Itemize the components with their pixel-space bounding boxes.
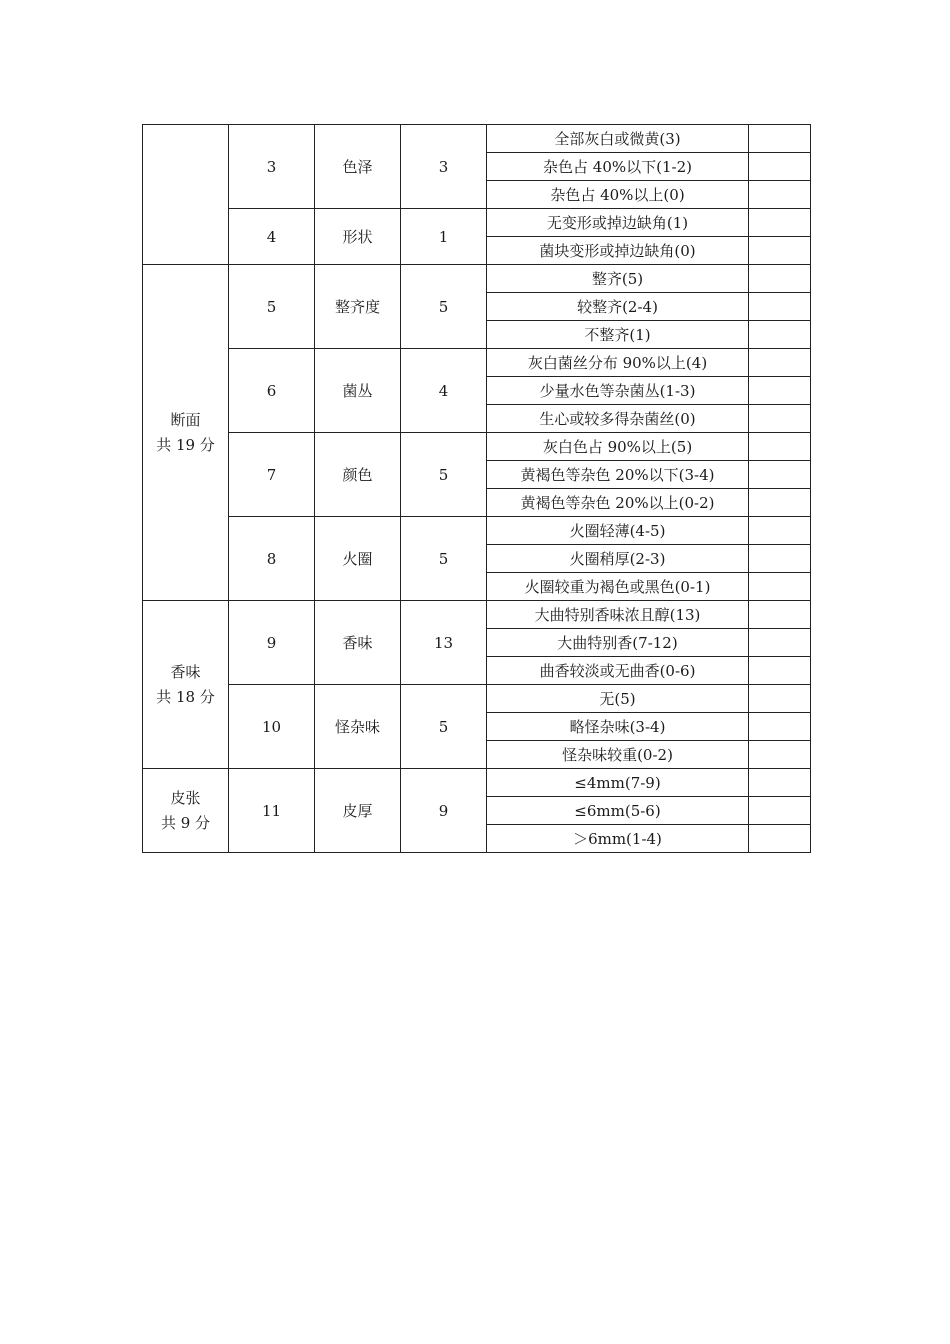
blank-score-cell[interactable] xyxy=(749,405,811,433)
category-total: 共 19 分 xyxy=(156,435,215,454)
item-name-cell: 皮厚 xyxy=(315,769,401,853)
item-name-cell: 菌丛 xyxy=(315,349,401,433)
table-row xyxy=(143,125,811,153)
item-score-cell: 5 xyxy=(401,265,487,349)
item-number-cell: 7 xyxy=(229,433,315,517)
criterion-cell: 菌块变形或掉边缺角(0) xyxy=(487,237,749,265)
scoring-table xyxy=(142,124,811,853)
table-row xyxy=(143,265,811,293)
category-name: 断面 xyxy=(170,410,201,429)
blank-score-cell[interactable] xyxy=(749,489,811,517)
blank-score-cell[interactable] xyxy=(749,237,811,265)
criterion-cell: 曲香较淡或无曲香(0-6) xyxy=(487,657,749,685)
table-row xyxy=(143,349,811,377)
item-score-cell: 1 xyxy=(401,209,487,265)
item-name-cell: 颜色 xyxy=(315,433,401,517)
item-score-cell: 9 xyxy=(401,769,487,853)
item-number-cell: 11 xyxy=(229,769,315,853)
table-row xyxy=(143,685,811,713)
criterion-cell: 杂色占 40%以下(1-2) xyxy=(487,153,749,181)
blank-score-cell[interactable] xyxy=(749,125,811,153)
blank-score-cell[interactable] xyxy=(749,433,811,461)
item-score-cell: 13 xyxy=(401,601,487,685)
item-number-cell: 3 xyxy=(229,125,315,209)
item-number-cell: 9 xyxy=(229,601,315,685)
item-score-cell: 5 xyxy=(401,517,487,601)
blank-score-cell[interactable] xyxy=(749,181,811,209)
category-total: 共 18 分 xyxy=(156,687,215,706)
blank-score-cell[interactable] xyxy=(749,573,811,601)
item-number-cell: 4 xyxy=(229,209,315,265)
item-name-cell: 形状 xyxy=(315,209,401,265)
criterion-cell: 不整齐(1) xyxy=(487,321,749,349)
blank-score-cell[interactable] xyxy=(749,741,811,769)
criterion-cell: 大曲特别香(7-12) xyxy=(487,629,749,657)
category-name: 香味 xyxy=(170,662,201,681)
blank-score-cell[interactable] xyxy=(749,349,811,377)
criterion-cell: 全部灰白或微黄(3) xyxy=(487,125,749,153)
blank-score-cell[interactable] xyxy=(749,461,811,489)
criterion-cell: 火圈轻薄(4-5) xyxy=(487,517,749,545)
blank-score-cell[interactable] xyxy=(749,321,811,349)
criterion-cell: 无(5) xyxy=(487,685,749,713)
blank-score-cell[interactable] xyxy=(749,293,811,321)
criterion-cell: 较整齐(2-4) xyxy=(487,293,749,321)
criterion-cell: 灰白色占 90%以上(5) xyxy=(487,433,749,461)
blank-score-cell[interactable] xyxy=(749,825,811,853)
blank-score-cell[interactable] xyxy=(749,153,811,181)
criterion-cell: ＞6mm(1-4) xyxy=(487,825,749,853)
blank-score-cell[interactable] xyxy=(749,629,811,657)
table-row xyxy=(143,209,811,237)
criterion-cell: ≤4mm(7-9) xyxy=(487,769,749,797)
blank-score-cell[interactable] xyxy=(749,713,811,741)
category-cell xyxy=(143,265,229,601)
blank-score-cell[interactable] xyxy=(749,517,811,545)
blank-score-cell[interactable] xyxy=(749,209,811,237)
criterion-cell: 黄褐色等杂色 20%以下(3-4) xyxy=(487,461,749,489)
criterion-cell: 大曲特别香味浓且醇(13) xyxy=(487,601,749,629)
item-name-cell: 怪杂味 xyxy=(315,685,401,769)
blank-score-cell[interactable] xyxy=(749,265,811,293)
blank-score-cell[interactable] xyxy=(749,685,811,713)
item-score-cell: 5 xyxy=(401,685,487,769)
item-number-cell: 10 xyxy=(229,685,315,769)
table-row xyxy=(143,433,811,461)
category-cell xyxy=(143,769,229,853)
blank-score-cell[interactable] xyxy=(749,545,811,573)
blank-score-cell[interactable] xyxy=(749,601,811,629)
item-number-cell: 5 xyxy=(229,265,315,349)
criterion-cell: 少量水色等杂菌丛(1-3) xyxy=(487,377,749,405)
item-score-cell: 5 xyxy=(401,433,487,517)
table-row xyxy=(143,517,811,545)
criterion-cell: ≤6mm(5-6) xyxy=(487,797,749,825)
criterion-cell: 无变形或掉边缺角(1) xyxy=(487,209,749,237)
criterion-cell: 杂色占 40%以上(0) xyxy=(487,181,749,209)
category-cell xyxy=(143,125,229,265)
item-score-cell: 4 xyxy=(401,349,487,433)
item-name-cell: 色泽 xyxy=(315,125,401,209)
criterion-cell: 黄褐色等杂色 20%以上(0-2) xyxy=(487,489,749,517)
table-row xyxy=(143,769,811,797)
blank-score-cell[interactable] xyxy=(749,657,811,685)
item-name-cell: 香味 xyxy=(315,601,401,685)
table-row xyxy=(143,601,811,629)
category-cell xyxy=(143,601,229,769)
criterion-cell: 略怪杂味(3-4) xyxy=(487,713,749,741)
criterion-cell: 生心或较多得杂菌丝(0) xyxy=(487,405,749,433)
category-name: 皮张 xyxy=(170,788,201,807)
criterion-cell: 火圈稍厚(2-3) xyxy=(487,545,749,573)
item-score-cell: 3 xyxy=(401,125,487,209)
criterion-cell: 整齐(5) xyxy=(487,265,749,293)
item-number-cell: 8 xyxy=(229,517,315,601)
item-number-cell: 6 xyxy=(229,349,315,433)
blank-score-cell[interactable] xyxy=(749,769,811,797)
category-total: 共 9 分 xyxy=(160,813,211,832)
item-name-cell: 整齐度 xyxy=(315,265,401,349)
blank-score-cell[interactable] xyxy=(749,797,811,825)
criterion-cell: 怪杂味较重(0-2) xyxy=(487,741,749,769)
criterion-cell: 灰白菌丝分布 90%以上(4) xyxy=(487,349,749,377)
criterion-cell: 火圈较重为褐色或黑色(0-1) xyxy=(487,573,749,601)
item-name-cell: 火圈 xyxy=(315,517,401,601)
blank-score-cell[interactable] xyxy=(749,377,811,405)
